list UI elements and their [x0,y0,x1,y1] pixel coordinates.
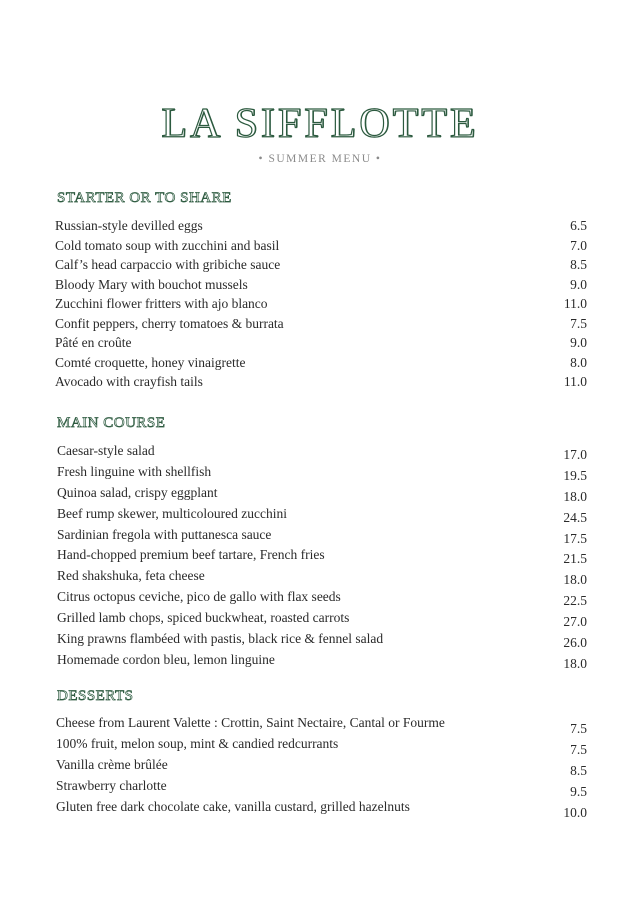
menu-item-price: 7.0 [570,237,587,253]
menu-item-price: 11.0 [563,296,587,311]
section-title-main: MAIN COURSE [57,415,166,431]
menu-item [55,527,590,548]
menu-item [55,316,590,336]
menu-item-price: 17.0 [563,447,587,462]
starter-list [55,218,590,394]
menu-item-price: 8.0 [570,354,587,370]
menu-item [55,736,590,757]
menu-item [55,218,590,238]
menu-item-name: Avocado with crayfish tails [55,374,203,389]
menu-item-name: Hand-chopped premium beef tartare, French fries [57,547,325,563]
menu-item [55,485,590,506]
menu-item-price: 7.5 [570,721,587,736]
menu-subtitle: • SUMMER MENU • [258,153,382,165]
menu-item-name: Strawberry charlotte [56,777,167,793]
menu-item-price: 24.5 [563,509,587,525]
menu-item [55,547,590,568]
section-title-desserts: DESSERTS [57,688,134,704]
menu-item [55,464,590,485]
menu-item-name: Russian-style devilled eggs [55,218,203,233]
menu-item-name: Gluten free dark chocolate cake, vanilla custard, grilled hazelnuts [56,798,410,814]
menu-item [55,568,590,589]
menu-item-price: 19.5 [563,467,587,483]
menu-item-name: Caesar-style salad [57,443,155,458]
menu-item-name: Calf’s head carpaccio with gribiche sauce [55,257,281,272]
menu-item [55,715,590,736]
menu-item-name: Grilled lamb chops, spiced buckwheat, roasted carrots [57,610,350,626]
menu-item [55,610,590,631]
menu-item [55,335,590,355]
menu-item-name: Quinoa salad, crispy eggplant [57,484,218,500]
menu-item-name: Cold tomato soup with zucchini and basil [55,237,280,253]
menu-item-price: 6.5 [570,218,587,233]
menu-item-name: Pâté en croûte [55,335,132,350]
menu-item-price: 18.0 [563,488,587,504]
menu-item-name: Zucchini flower fritters with ajo blanco [55,296,268,311]
menu-item-name: Confit peppers, cherry tomatoes & burrata [55,315,284,331]
menu-item [55,374,590,394]
menu-item [55,257,590,277]
menu-item-name: Bloody Mary with bouchot mussels [55,276,248,292]
desserts-list [55,715,590,819]
menu-item [55,355,590,375]
menu-item [55,506,590,527]
menu-item-price: 9.0 [570,335,587,350]
menu-item-name: Fresh linguine with shellfish [57,463,212,479]
menu-item-price: 9.5 [570,783,587,799]
menu-item-price: 17.5 [563,530,587,546]
menu-item [55,277,590,297]
menu-item-price: 7.5 [570,741,587,757]
menu-item-name: Beef rump skewer, multicoloured zucchini [57,505,288,521]
menu-item-price: 9.0 [570,276,587,292]
menu-item [55,589,590,610]
menu-item-name: 100% fruit, melon soup, mint & candied redcurrants [56,735,339,751]
section-title-starter: STARTER OR TO SHARE [57,190,232,206]
menu-item [55,631,590,652]
menu-item-price: 26.0 [563,635,587,651]
menu-item-price: 22.5 [563,593,587,609]
menu-item [55,799,590,820]
menu-item-price: 18.0 [563,655,587,671]
menu-item-name: Sardinian fregola with puttanesca sauce [57,526,272,542]
menu-item-name: Citrus octopus ceviche, pico de gallo with flax seeds [57,589,341,605]
main-course-list [55,443,590,673]
menu-item-price: 18.0 [563,572,587,588]
menu-item-name: Red shakshuka, feta cheese [57,568,205,584]
menu-item-price: 21.5 [563,551,587,567]
menu-item-price: 10.0 [563,804,587,820]
menu-item-price: 7.5 [570,315,587,331]
menu-item-name: Vanilla crème brûlée [56,756,168,772]
menu-item [55,443,590,464]
menu-item-name: King prawns flambéed with pastis, black rice & fennel salad [57,631,384,647]
menu-item [55,296,590,316]
menu-item [55,757,590,778]
menu-item [55,652,590,673]
menu-item-name: Homemade cordon bleu, lemon linguine [57,651,275,667]
menu-item-price: 27.0 [563,614,587,630]
menu-item [55,238,590,258]
menu-item-price: 8.5 [570,762,587,778]
menu-item-name: Comté croquette, honey vinaigrette [55,354,246,370]
menu-item-name: Cheese from Laurent Valette : Crottin, Saint Nectaire, Cantal or Fourme [56,715,445,730]
restaurant-title: LA SIFFLOTTE [161,101,479,147]
menu-item [55,778,590,799]
menu-item-price: 11.0 [563,374,587,389]
menu-item-price: 8.5 [570,257,587,272]
